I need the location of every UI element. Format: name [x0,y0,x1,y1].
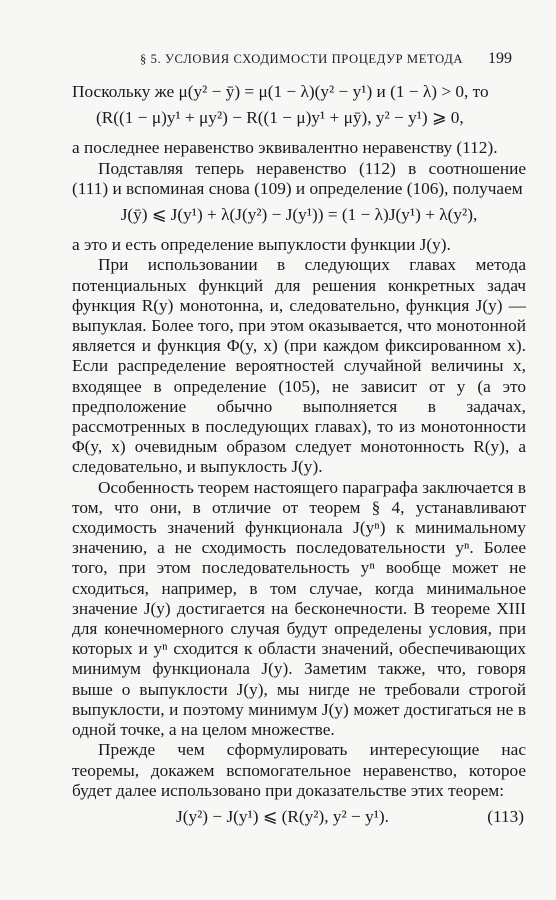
paragraph-intro: Поскольку же μ(y² − ȳ) = μ(1 − λ)(y² − y¹) и (1 − λ) > 0, то [72,82,489,101]
paragraph-monotonicity: При использовании в следующих главах метода потенциальных функций для решения конкретных задач функция R(y) монотонна, и, следовательно, функция J(y) — выпуклая. Более того, при этом оказывается, что монотонной является и функция Φ(y, x) (при каждом фиксированном x). Если распределение вероятностей случайной величины x, входящее в определение (105), не зависит от y (а это предположение обычно выполняется в задачах, рассмотренных в последующих главах), то из монотонности Φ(y, x) очевидным образом следует монотонность R(y), а следовательно, и выпуклость J(y). [72,255,526,477]
equation-number: (113) [487,806,524,826]
paragraph-equivalence: а последнее неравенство эквивалентно неравенству (112). [72,138,498,158]
equation-113-body: J(y²) − J(y¹) ⩽ (R(y²), y² − y¹). [176,806,389,826]
paragraph-theorem-features: Особенность теорем настоящего параграфа заключается в том, что они, в отличие от теорем § 4, устанавливают сходимость значений функционала J(yⁿ) к минимальному значению, а не сходимость последовательности yⁿ. Более того, при этом последовательность yⁿ вообще может не сходиться, например, в том случае, когда минимальное значение J(y) достигается на бесконечности. В теореме XIII для конечномерного случая будут определены условия, при которых и yⁿ сходится к области значений, обеспечивающих минимум функционала J(y). Заметим также, что, говоря выше о выпуклости J(y), мы нигде не требовали строгой выпуклости, и поэтому минимум J(y) может достигаться не в одной точке, а на целом множестве. [72,477,526,740]
running-head: § 5. УСЛОВИЯ СХОДИМОСТИ ПРОЦЕДУР МЕТОДА [140,52,464,66]
equation-113 [72,807,526,827]
page-header [140,50,512,68]
paragraph-convexity-definition: а это и есть определение выпуклости функции J(y). [72,235,451,255]
page-body [72,82,526,837]
page-number: 199 [488,50,512,67]
paragraph-substitution: Подставляя теперь неравенство (112) в соотношение (111) и вспоминая снова (109) и определение (106), получаем [72,158,526,198]
equation-convexity: J(ȳ) ⩽ J(y¹) + λ(J(y²) − J(y¹)) = (1 − λ)J(y¹) + λ(y²), [120,205,478,225]
equation-inequality: (R((1 − μ)y¹ + μy²) − R((1 − μ)y¹ + μȳ), y² − y¹) ⩾ 0, [96,108,464,128]
paragraph-auxiliary-inequality: Прежде чем сформулировать интересующие нас теоремы, докажем вспомогательное неравенство, которое будет далее использовано при доказательстве этих теорем: [72,740,526,800]
